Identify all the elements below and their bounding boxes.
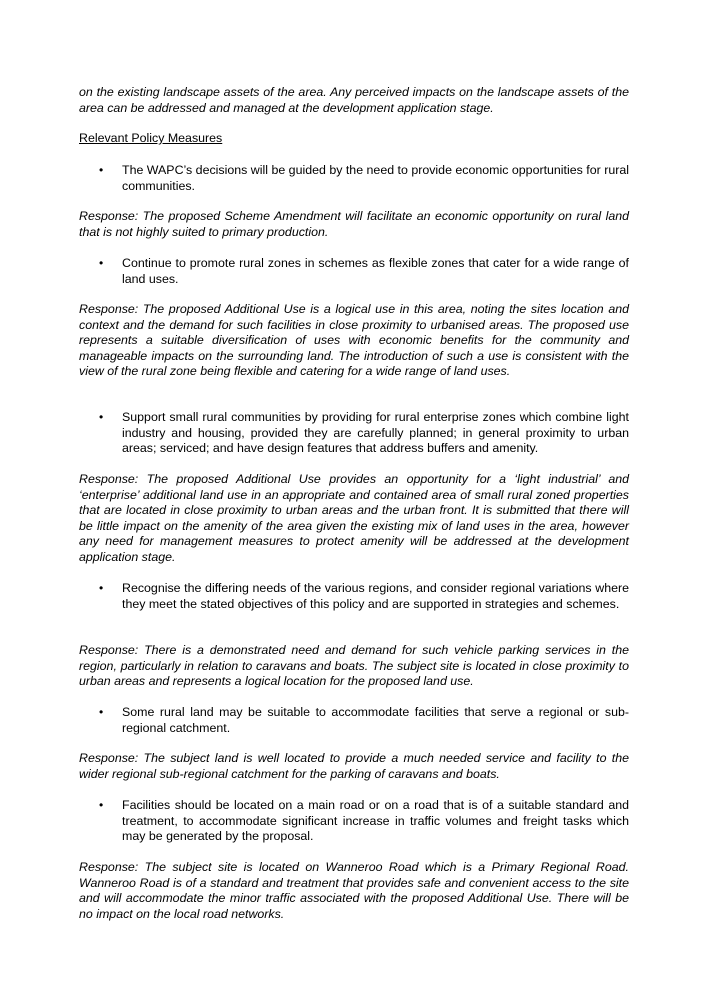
intro-paragraph: on the existing landscape assets of the area. Any perceived impacts on the landscape assets of the area can be addressed and managed at the development application stage. (79, 85, 629, 115)
policy-bullet (79, 798, 629, 845)
bullet-dot-icon: • (99, 163, 104, 177)
bullet-dot-icon: • (99, 410, 104, 424)
section-heading: Relevant Policy Measures (79, 131, 223, 145)
policy-bullet-text: Some rural land may be suitable to accommodate facilities that serve a regional or sub-regional catchment. (122, 705, 629, 735)
response-paragraph: Response: There is a demonstrated need and demand for such vehicle parking services in the region, particularly in relation to caravans and boats. The subject site is located in close proximity to urban areas and represents a logical location for the proposed land use. (79, 643, 629, 689)
policy-bullet-text: Facilities should be located on a main road or on a road that is of a suitable standard and treatment, to accommodate significant increase in traffic volumes and freight tasks which may be generated by the proposal. (122, 798, 629, 844)
policy-bullet (79, 163, 629, 194)
response-paragraph: Response: The subject site is located on Wanneroo Road which is a Primary Regional Road. Wanneroo Road is of a standard and treatment that provides safe and convenient access to the site and will accommodate the minor traffic associated with the proposed Additional Use. There will be no impact on the local road networks. (79, 860, 629, 921)
response-paragraph: Response: The subject land is well located to provide a much needed service and facility to the wider regional sub-regional catchment for the parking of caravans and boats. (79, 751, 629, 781)
policy-bullet-text: Support small rural communities by providing for rural enterprise zones which combine light industry and housing, provided they are carefully planned; in general proximity to urban areas; serviced; and have design features that address buffers and amenity. (122, 410, 629, 456)
bullet-dot-icon: • (99, 256, 104, 270)
policy-bullet (79, 705, 629, 736)
policy-bullet (79, 256, 629, 287)
policy-bullet-text: Recognise the differing needs of the various regions, and consider regional variations where they meet the stated objectives of this policy and are supported in strategies and schemes. (122, 581, 629, 611)
response-paragraph: Response: The proposed Additional Use is a logical use in this area, noting the sites location and context and the demand for such facilities in close proximity to urbanised areas. The proposed use represents a suitable diversification of uses with economic benefits for the community and manageable impacts on the surrounding land. The introduction of such a use is consistent with the view of the rural zone being flexible and catering for a wide range of land uses. (79, 302, 629, 379)
policy-bullet (79, 410, 629, 457)
policy-bullet-text: The WAPC’s decisions will be guided by the need to provide economic opportunities for rural communities. (122, 163, 629, 193)
policy-bullet-text: Continue to promote rural zones in schemes as flexible zones that cater for a wide range of land uses. (122, 256, 629, 286)
bullet-dot-icon: • (99, 705, 104, 719)
response-paragraph: Response: The proposed Scheme Amendment will facilitate an economic opportunity on rural land that is not highly suited to primary production. (79, 209, 629, 239)
bullet-dot-icon: • (99, 581, 104, 595)
policy-bullet (79, 581, 629, 612)
bullet-dot-icon: • (99, 798, 104, 812)
response-paragraph: Response: The proposed Additional Use provides an opportunity for a ‘light industrial’ and ‘enterprise’ additional land use in an appropriate and contained area of small rural zoned properties that are located in close proximity to urban areas and the urban front. It is submitted that there will be little impact on the amenity of the area given the existing mix of land uses in the area, however any need for management measures to protect amenity will be addressed at the development application stage. (79, 472, 629, 564)
